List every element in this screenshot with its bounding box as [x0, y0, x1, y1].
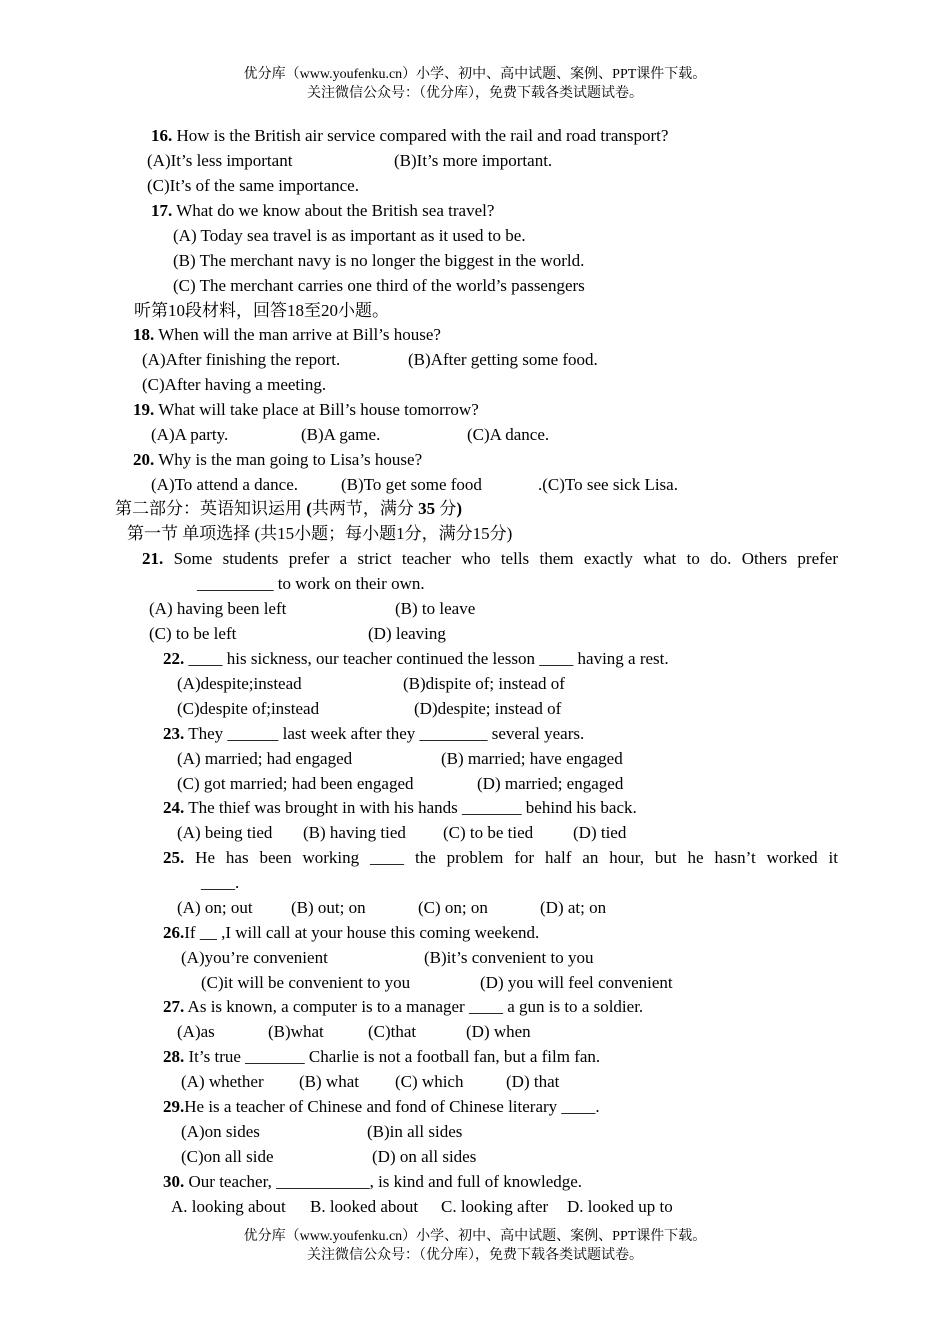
question-number: 27. [163, 997, 185, 1016]
question-number: 24. [163, 798, 185, 817]
option-d: (D) on all sides [372, 1147, 477, 1166]
option-a: (A)A party. [151, 425, 229, 444]
option-c: (C)After having a meeting. [142, 375, 327, 394]
question-continuation: ____. [201, 873, 240, 892]
question-number: 21. [142, 549, 164, 568]
option-a: (A) being tied [177, 823, 273, 842]
option-c: (C) which [395, 1072, 464, 1091]
question-25 [163, 847, 838, 869]
question-text: If __ ,I will call at your house this coming weekend. [184, 923, 540, 942]
listening-instruction: 听第10段材料，回答18至20小题。 [134, 301, 389, 320]
page-header-line2: 关注微信公众号：（优分库），免费下载各类试题试卷。 [307, 86, 643, 101]
option-b: (B) out; on [291, 898, 366, 917]
option-b: (B)After getting some food. [408, 350, 598, 369]
option-b: (B) married; have engaged [441, 749, 623, 768]
question-text: ____ his sickness, our teacher continued the lesson ____ having a rest. [184, 649, 669, 668]
question-continuation: _________ to work on their own. [197, 574, 425, 593]
question-30 [163, 1171, 582, 1193]
option-b: B. looked about [310, 1197, 419, 1216]
option-d: (D)despite; instead of [414, 699, 562, 718]
question-text: When will the man arrive at Bill’s house? [154, 325, 441, 344]
option-b: (B) to leave [395, 599, 476, 618]
option-b: (B)it’s convenient to you [424, 948, 594, 967]
option-b: (B)what [268, 1022, 324, 1041]
question-number: 19. [133, 400, 155, 419]
question-text: It’s true _______ Charlie is not a football fan, but a film fan. [184, 1047, 601, 1066]
question-text: How is the British air service compared with the rail and road transport? [172, 126, 669, 145]
question-text: The thief was brought in with his hands _______ behind his back. [184, 798, 637, 817]
option-d: (D) at; on [540, 898, 607, 917]
option-c: C. looking after [441, 1197, 549, 1216]
option-c: (C) on; on [418, 898, 488, 917]
question-number: 28. [163, 1047, 185, 1066]
option-c: (C) to be left [149, 624, 237, 643]
option-c: .(C)To see sick Lisa. [538, 475, 678, 494]
question-number: 20. [133, 450, 155, 469]
question-22 [163, 648, 669, 670]
option-a: (A) Today sea travel is as important as it used to be. [173, 226, 526, 245]
option-c: (C) The merchant carries one third of the world’s passengers [173, 276, 585, 295]
question-23 [163, 723, 584, 745]
option-c: (C) got married; had been engaged [177, 774, 414, 793]
question-18 [133, 324, 441, 346]
question-text: Why is the man going to Lisa’s house? [154, 450, 423, 469]
question-text: As is known, a computer is to a manager ____ a gun is to a soldier. [184, 997, 644, 1016]
question-number: 18. [133, 325, 155, 344]
question-number: 22. [163, 649, 185, 668]
option-c: (C)on all side [181, 1147, 274, 1166]
option-b: (B) having tied [303, 823, 406, 842]
option-c: (C)It’s of the same importance. [147, 176, 359, 195]
option-d: D. looked up to [567, 1197, 673, 1216]
option-a: (A)It’s less important [147, 151, 293, 170]
question-text: He is a teacher of Chinese and fond of Chinese literary ____. [184, 1097, 600, 1116]
option-c: (C)that [368, 1022, 417, 1041]
section-heading: 第一节 单项选择 (共15小题；每小题1分，满分15分) [127, 524, 513, 543]
page-footer-line2: 关注微信公众号：（优分库），免费下载各类试题试卷。 [307, 1248, 643, 1263]
question-text: Some students prefer a strict teacher who tells them exactly what to do. Others prefer [163, 549, 838, 568]
option-c: (C) to be tied [443, 823, 534, 842]
question-20 [133, 449, 422, 471]
question-text: Our teacher, ___________, is kind and full of knowledge. [184, 1172, 583, 1191]
question-26 [163, 922, 539, 944]
question-28 [163, 1046, 600, 1068]
option-a: (A)you’re convenient [181, 948, 328, 967]
question-29 [163, 1096, 600, 1118]
question-number: 25. [163, 848, 185, 867]
option-a: (A)After finishing the report. [142, 350, 341, 369]
question-17 [151, 200, 494, 222]
option-b: (B)It’s more important. [394, 151, 553, 170]
option-b: (B) The merchant navy is no longer the biggest in the world. [173, 251, 585, 270]
question-number: 26. [163, 923, 185, 942]
option-a: (A) whether [181, 1072, 264, 1091]
option-a: (A)on sides [181, 1122, 260, 1141]
option-a: (A) married; had engaged [177, 749, 353, 768]
question-24 [163, 797, 637, 819]
option-d: (D) tied [573, 823, 627, 842]
question-27 [163, 996, 643, 1018]
question-19 [133, 399, 479, 421]
option-b: (B) what [299, 1072, 359, 1091]
option-a: (A)To attend a dance. [151, 475, 299, 494]
question-number: 23. [163, 724, 185, 743]
question-16 [151, 125, 668, 147]
option-a: (A)despite;instead [177, 674, 302, 693]
option-c: (C)A dance. [467, 425, 550, 444]
option-b: (B)in all sides [367, 1122, 463, 1141]
option-d: (D) that [506, 1072, 560, 1091]
page-footer-line1: 优分库（www.youfenku.cn）小学、初中、高中试题、案例、PPT课件下载。 [243, 1229, 707, 1244]
option-a: (A)as [177, 1022, 215, 1041]
part-heading: 第二部分：英语知识运用 (共两节，满分 35 分) [115, 499, 463, 518]
option-a: A. looking about [171, 1197, 286, 1216]
question-number: 17. [151, 201, 173, 220]
question-text: He has been working ____ the problem for half an hour, but he hasn’t worked it [184, 848, 838, 867]
option-a: (A) having been left [149, 599, 287, 618]
option-d: (D) married; engaged [477, 774, 624, 793]
question-text: What will take place at Bill’s house tomorrow? [154, 400, 479, 419]
question-number: 16. [151, 126, 173, 145]
option-d: (D) leaving [368, 624, 446, 643]
question-number: 30. [163, 1172, 185, 1191]
question-text: They ______ last week after they ________ several years. [184, 724, 585, 743]
page-header-line1: 优分库（www.youfenku.cn）小学、初中、高中试题、案例、PPT课件下载。 [243, 67, 707, 82]
option-b: (B)To get some food [341, 475, 482, 494]
question-21 [142, 548, 838, 570]
option-c: (C)despite of;instead [177, 699, 320, 718]
question-text: What do we know about the British sea travel? [172, 201, 495, 220]
option-c: (C)it will be convenient to you [201, 973, 411, 992]
option-d: (D) when [466, 1022, 531, 1041]
question-number: 29. [163, 1097, 185, 1116]
option-a: (A) on; out [177, 898, 253, 917]
option-b: (B)A game. [301, 425, 381, 444]
option-d: (D) you will feel convenient [480, 973, 673, 992]
option-b: (B)dispite of; instead of [403, 674, 565, 693]
